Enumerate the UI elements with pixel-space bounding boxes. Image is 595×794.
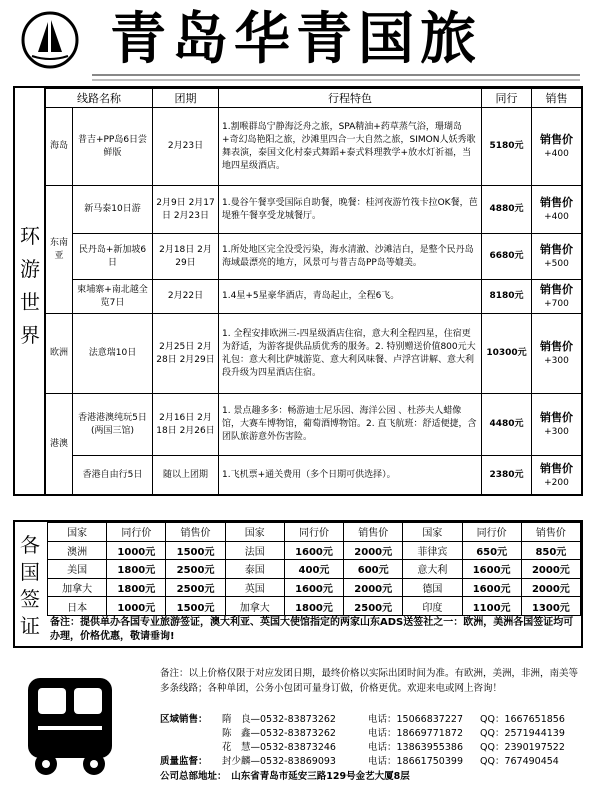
- tour-dates: 2月23日: [153, 108, 219, 186]
- tour-dates: 2月9日 2月17日 2月23日: [153, 186, 219, 234]
- sale-price: [532, 280, 582, 314]
- visa-country: 印度: [403, 597, 462, 616]
- region-cell: 海岛: [46, 108, 73, 186]
- visa-peer-price: 1100元: [462, 597, 521, 616]
- header-features: 行程特色: [219, 89, 482, 108]
- route-name: 普吉+PP岛6日尝鲜版: [73, 108, 153, 186]
- visa-peer-price: 650元: [462, 541, 521, 560]
- visa-header-sale: 销售价: [521, 523, 580, 542]
- contact-phone: 电话：18661750399: [368, 756, 463, 767]
- tour-features: 1.4星+5星豪华酒店，青岛起止，全程6飞。: [219, 280, 482, 314]
- bus-icon: [20, 670, 120, 780]
- visa-country: 意大利: [403, 560, 462, 579]
- visa-peer-price: 1800元: [284, 597, 343, 616]
- visa-header-peer: 同行价: [462, 523, 521, 542]
- visa-peer-price: 1600元: [284, 578, 343, 597]
- visa-country: 德国: [403, 578, 462, 597]
- quality-label: 质量监督：: [160, 756, 208, 767]
- table-row: [46, 314, 582, 394]
- sale-label: 销售价: [540, 461, 573, 475]
- contact-qq: QQ：767490454: [480, 756, 559, 767]
- tour-features: 1.飞机票+通关费用（多个日期可供选择）。: [219, 456, 482, 496]
- visa-peer-price: 1600元: [462, 578, 521, 597]
- peer-price: 4480元: [482, 394, 532, 456]
- visa-peer-price: 1600元: [284, 541, 343, 560]
- visa-sale-price: 850元: [521, 541, 580, 560]
- visa-country: 美国: [48, 560, 107, 579]
- visa-peer-price: 1600元: [462, 560, 521, 579]
- visa-header-peer: 同行价: [284, 523, 343, 542]
- table-row: [48, 578, 581, 597]
- visa-sale-price: 1500元: [166, 541, 225, 560]
- sale-markup: +700: [544, 298, 569, 309]
- visa-sale-price: 1500元: [166, 597, 225, 616]
- header-divider: [92, 79, 580, 81]
- contact-name: 封少麟—0532-83869093: [222, 756, 336, 767]
- visa-sale-price: 2000元: [521, 578, 580, 597]
- sale-price: [532, 314, 582, 394]
- sale-price: [532, 186, 582, 234]
- visa-sale-price: 2000元: [521, 560, 580, 579]
- tour-header-row: [46, 89, 582, 108]
- footer-note: 备注：以上价格仅限于对应发团日期，最终价格以实际出团时间为准。有欧洲，美洲，非洲，南美等多条线路；各种单团，公务小包团可量身订做，价格更优。欢迎来电或网上咨询！: [160, 668, 579, 694]
- visa-country: 加拿大: [225, 597, 284, 616]
- route-name: 民丹岛+新加坡6日: [73, 234, 153, 280]
- contact-name: 隋 良—0532-83873262: [222, 714, 336, 725]
- region-cell: 港澳: [46, 394, 73, 496]
- visa-sale-price: 600元: [344, 560, 403, 579]
- peer-price: 10300元: [482, 314, 532, 394]
- visa-country: 法国: [225, 541, 284, 560]
- route-name: 香港港澳纯玩5日(两国三馆): [73, 394, 153, 456]
- route-name: 新马泰10日游: [73, 186, 153, 234]
- sales-label: 区域销售：: [160, 714, 208, 725]
- visa-section-label: 各国签证: [20, 533, 40, 638]
- sale-price: [532, 108, 582, 186]
- contact-name: 陈 鑫—0532-83873262: [222, 728, 336, 739]
- sale-markup: +400: [544, 211, 569, 222]
- header-sale: 销售: [532, 89, 582, 108]
- visa-sale-price: 1300元: [521, 597, 580, 616]
- tour-table: [45, 88, 582, 496]
- table-row: [46, 394, 582, 456]
- tour-features: 1. 全程安排欧洲三-四星级酒店住宿，意大利全程四星，住宿更为舒适，为游客提供品质优秀的服务。2. 特别赠送价值800元大礼包：意大利比萨城游览、意大利风味餐、卢浮宫讲解、意大利段升级为四星酒店住宿。: [219, 314, 482, 394]
- sale-label: 销售价: [540, 132, 573, 146]
- sale-label: 销售价: [540, 195, 573, 209]
- contact-qq: QQ：2390197522: [480, 742, 565, 753]
- visa-sale-price: 2500元: [166, 578, 225, 597]
- visa-header-peer: 同行价: [107, 523, 166, 542]
- peer-price: 6680元: [482, 234, 532, 280]
- table-row: [46, 456, 582, 496]
- peer-price: 5180元: [482, 108, 532, 186]
- visa-table: [47, 522, 581, 616]
- tour-features: 1. 景点趣多多：畅游迪士尼乐园、海洋公园 、杜莎夫人蜡像馆，大赛车博物馆，葡萄酒博物馆。2. 直飞航班：舒适便捷，含团队旅游意外伤害险。: [219, 394, 482, 456]
- company-logo-icon: [20, 10, 80, 70]
- sale-markup: +500: [544, 258, 569, 269]
- sale-markup: +300: [544, 355, 569, 366]
- visa-country: 泰国: [225, 560, 284, 579]
- sale-markup: +400: [544, 148, 569, 159]
- visa-sale-price: 2000元: [344, 578, 403, 597]
- visa-header-row: [48, 523, 581, 542]
- contact-name: 花 慧—0532-83873246: [222, 742, 336, 753]
- visa-sale-price: 2000元: [344, 541, 403, 560]
- tour-dates: 随以上团期: [153, 456, 219, 496]
- table-row: [46, 280, 582, 314]
- visa-peer-price: 1000元: [107, 597, 166, 616]
- visa-header-country: 国家: [225, 523, 284, 542]
- table-row: [48, 560, 581, 579]
- contact-qq: QQ：1667651856: [480, 714, 565, 725]
- visa-header-country: 国家: [403, 523, 462, 542]
- route-name: 香港自由行5日: [73, 456, 153, 496]
- region-cell: 欧洲: [46, 314, 73, 394]
- tour-section-label: 环游世界: [20, 224, 40, 347]
- header-peer: 同行: [482, 89, 532, 108]
- visa-peer-price: 1000元: [107, 541, 166, 560]
- visa-header-sale: 销售价: [344, 523, 403, 542]
- visa-peer-price: 1800元: [107, 560, 166, 579]
- sale-markup: +300: [544, 426, 569, 437]
- tour-dates: 2月22日: [153, 280, 219, 314]
- tour-dates: 2月18日 2月29日: [153, 234, 219, 280]
- visa-header-country: 国家: [48, 523, 107, 542]
- visa-sale-price: 2500元: [166, 560, 225, 579]
- sale-price: [532, 234, 582, 280]
- visa-header-sale: 销售价: [166, 523, 225, 542]
- visa-note: 备注：提供单办各国专业旅游签证，澳大利亚、英国大使馆指定的两家山东ADS送签社之一：欧洲，美洲各国签证均可办理，价格优惠，敬请垂询!: [50, 617, 574, 642]
- peer-price: 8180元: [482, 280, 532, 314]
- sale-label: 销售价: [540, 242, 573, 256]
- tour-dates: 2月25日 2月28日 2月29日: [153, 314, 219, 394]
- sale-price: [532, 456, 582, 496]
- contact-qq: QQ：2571944139: [480, 728, 565, 739]
- sale-price: [532, 394, 582, 456]
- header-route: 线路名称: [46, 89, 153, 108]
- route-name: 法意瑞10日: [73, 314, 153, 394]
- sale-markup: +200: [544, 477, 569, 488]
- visa-country: 菲律宾: [403, 541, 462, 560]
- visa-country: 英国: [225, 578, 284, 597]
- visa-sale-price: 2500元: [344, 597, 403, 616]
- tour-dates: 2月16日 2月18日 2月26日: [153, 394, 219, 456]
- header-divider: [92, 74, 580, 76]
- company-address: 公司总部地址： 山东省青岛市延安三路129号金艺大厦8层: [160, 771, 410, 782]
- table-row: [46, 186, 582, 234]
- page-title: 青岛华青国旅: [110, 6, 482, 72]
- tour-features: 1.割喉群岛宁静海泛舟之旅，SPA精油+药草蒸气浴，珊瑚岛+奇幻岛艳阳之旅，沙滩里四合一大自然之旅，SIMON人妖秀歌舞表演，泰国文化村泰式舞蹈+泰式料理教学+放水灯祈福，当地四星级酒店。: [219, 108, 482, 186]
- sale-label: 销售价: [540, 339, 573, 353]
- table-row: [46, 108, 582, 186]
- route-name: 柬埔寨+南北越全览7日: [73, 280, 153, 314]
- visa-peer-price: 400元: [284, 560, 343, 579]
- table-row: [46, 234, 582, 280]
- contact-phone: 电话：18669771872: [368, 728, 463, 739]
- header-period: 团期: [153, 89, 219, 108]
- peer-price: 2380元: [482, 456, 532, 496]
- tour-features: 1.曼谷午餐享受国际自助餐，晚餐：桂河夜游竹筏卡拉OK餐，芭堤雅午餐享受龙城餐厅。: [219, 186, 482, 234]
- visa-peer-price: 1800元: [107, 578, 166, 597]
- table-row: [48, 541, 581, 560]
- sale-label: 销售价: [540, 410, 573, 424]
- visa-country: 澳洲: [48, 541, 107, 560]
- visa-country: 加拿大: [48, 578, 107, 597]
- region-cell: 东南亚: [46, 186, 73, 314]
- contact-phone: 电话：15066837227: [368, 714, 463, 725]
- contact-phone: 电话：13863955386: [368, 742, 463, 753]
- peer-price: 4880元: [482, 186, 532, 234]
- sale-label: 销售价: [540, 282, 573, 296]
- table-row: [48, 597, 581, 616]
- visa-country: 日本: [48, 597, 107, 616]
- tour-features: 1.所处地区完全没受污染，海水清澈、沙滩洁白，是整个民丹岛海域最漂亮的地方，风景可与普吉岛PP岛等媲美。: [219, 234, 482, 280]
